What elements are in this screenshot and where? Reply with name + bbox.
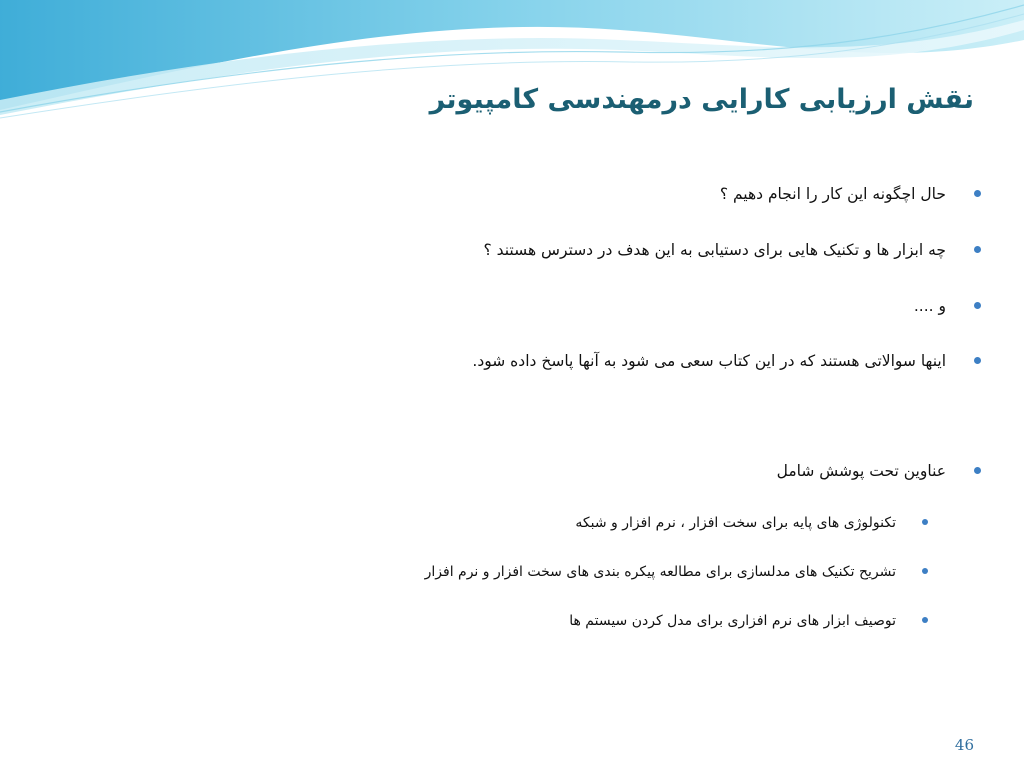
bullet-item — [777, 459, 946, 483]
bullet-dot-icon — [974, 467, 981, 474]
bullet-text: اینها سوالاتی هستند که در این کتاب سعی می شود به آنها پاسخ داده شود. — [472, 352, 946, 370]
bullet-item — [472, 349, 946, 373]
sub-bullet-text: تکنولوژی های پایه برای سخت افزار ، نرم افزار و شبکه — [575, 515, 896, 531]
bullet-text: عناوین تحت پوشش شامل — [776, 462, 946, 480]
bullet-item — [720, 182, 946, 206]
sub-bullet-text: توصیف ابزار های نرم افزاری برای مدل کردن سیستم ها — [569, 613, 896, 629]
bullet-dot-icon — [974, 302, 981, 309]
bullet-dot-icon — [974, 246, 981, 253]
page-number: 46 — [954, 736, 974, 754]
bullet-text: چه ابزار ها و تکنیک هایی برای دستیابی به این هدف در دسترس هستند ؟ — [483, 241, 946, 259]
bullet-item — [483, 238, 946, 262]
sub-bullet-item — [575, 512, 896, 534]
sub-bullet-item — [569, 610, 896, 632]
bullet-dot-icon — [922, 568, 928, 574]
bullet-dot-icon — [922, 617, 928, 623]
sub-bullet-text: تشریح تکنیک های مدلسازی برای مطالعه پیکره بندی های سخت افزار و نرم افزار — [424, 564, 896, 580]
bullet-item — [914, 294, 946, 318]
bullet-dot-icon — [922, 519, 928, 525]
bullet-dot-icon — [974, 357, 981, 364]
bullet-text: حال اچگونه این کار را انجام دهیم ؟ — [719, 185, 946, 203]
sub-bullet-item — [425, 561, 896, 583]
slide-title: نقش ارزیابی کارایی درمهندسی کامپیوتر — [429, 84, 974, 115]
bullet-text: و .... — [913, 297, 946, 315]
bullet-dot-icon — [974, 190, 981, 197]
